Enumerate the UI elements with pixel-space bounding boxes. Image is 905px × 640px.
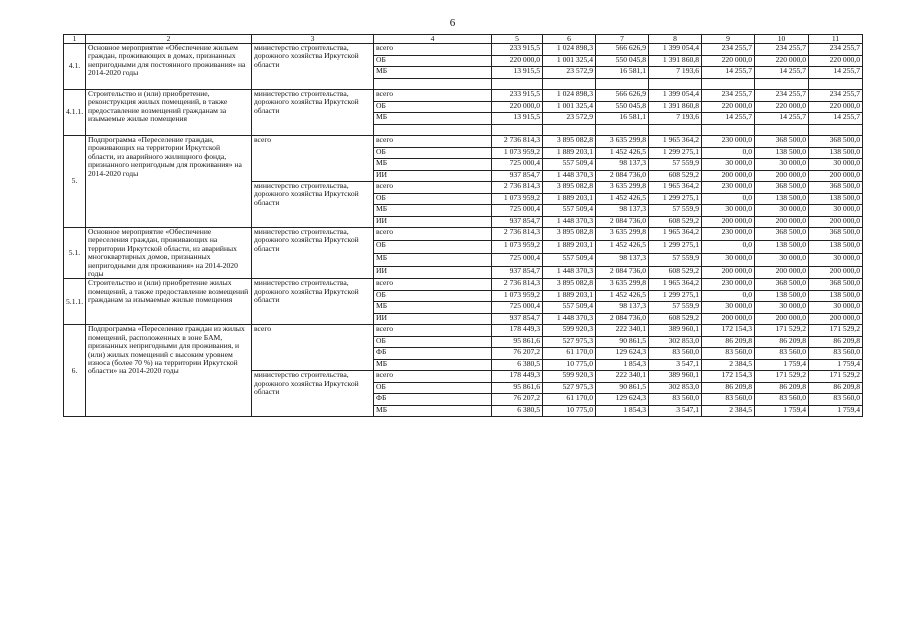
funding-source (374, 78, 492, 90)
amount-cell: 608 529,2 (649, 216, 702, 228)
amount-cell: 1 965 364,2 (649, 182, 702, 194)
amount-cell: 98 137,3 (596, 302, 649, 314)
amount-cell: 2 384,5 (702, 405, 755, 417)
financing-table (63, 34, 863, 417)
amount-cell: 1 001 325,4 (543, 55, 596, 67)
column-number: 6 (543, 35, 596, 44)
amount-cell: 30 000,0 (702, 302, 755, 314)
amount-cell: 1 448 370,3 (543, 313, 596, 325)
executor: министерство строительства, дорожного хозяйства Иркутской области (252, 182, 374, 228)
amount-cell: 389 960,1 (649, 325, 702, 337)
funding-source: ИИ (374, 313, 492, 325)
amount-cell: 608 529,2 (649, 313, 702, 325)
amount-cell: 220 000,0 (702, 101, 755, 113)
funding-source: МБ (374, 113, 492, 125)
amount-cell: 1 299 275,1 (649, 147, 702, 159)
amount-cell: 222 340,1 (596, 371, 649, 383)
row-index: 5. (64, 136, 86, 228)
amount-cell (492, 124, 543, 136)
amount-cell (702, 78, 755, 90)
amount-cell: 200 000,0 (809, 266, 863, 279)
executor: всего (252, 136, 374, 182)
amount-cell: 220 000,0 (702, 55, 755, 67)
row-index: 4.1.1. (64, 90, 86, 136)
column-number: 10 (755, 35, 809, 44)
amount-cell: 3 547,1 (649, 405, 702, 417)
amount-cell (543, 78, 596, 90)
amount-cell: 3 635 299,8 (596, 136, 649, 148)
amount-cell: 1 391 860,8 (649, 55, 702, 67)
funding-source: ИИ (374, 216, 492, 228)
amount-cell: 30 000,0 (702, 159, 755, 171)
amount-cell: 138 500,0 (755, 147, 809, 159)
amount-cell: 937 854,7 (492, 266, 543, 279)
amount-cell: 30 000,0 (755, 302, 809, 314)
amount-cell: 1 889 203,1 (543, 240, 596, 253)
amount-cell: 2 736 814,3 (492, 136, 543, 148)
amount-cell: 1 759,4 (755, 359, 809, 371)
amount-cell: 138 500,0 (809, 240, 863, 253)
amount-cell: 95 861,6 (492, 336, 543, 348)
amount-cell: 138 500,0 (755, 290, 809, 302)
amount-cell: 302 853,0 (649, 382, 702, 394)
amount-cell: 171 529,2 (809, 325, 863, 337)
amount-cell: 220 000,0 (492, 101, 543, 113)
amount-cell: 0,0 (702, 240, 755, 253)
amount-cell: 90 861,5 (596, 382, 649, 394)
amount-cell: 95 861,6 (492, 382, 543, 394)
amount-cell: 1 073 959,2 (492, 147, 543, 159)
amount-cell: 30 000,0 (755, 159, 809, 171)
table-row (64, 44, 863, 56)
amount-cell: 200 000,0 (809, 216, 863, 228)
amount-cell: 550 045,8 (596, 101, 649, 113)
amount-cell: 1 073 959,2 (492, 290, 543, 302)
amount-cell: 1 965 364,2 (649, 279, 702, 291)
table-row (64, 136, 863, 148)
amount-cell: 368 500,0 (809, 182, 863, 194)
amount-cell: 725 000,4 (492, 159, 543, 171)
amount-cell: 220 000,0 (809, 101, 863, 113)
amount-cell: 200 000,0 (755, 313, 809, 325)
amount-cell: 234 255,7 (809, 44, 863, 56)
amount-cell: 230 000,0 (702, 279, 755, 291)
amount-cell: 14 255,7 (809, 113, 863, 125)
row-index: 4.1. (64, 44, 86, 90)
table-row (64, 228, 863, 241)
amount-cell: 83 560,0 (649, 394, 702, 406)
amount-cell: 30 000,0 (809, 159, 863, 171)
amount-cell: 2 084 736,0 (596, 170, 649, 182)
amount-cell: 23 572,9 (543, 113, 596, 125)
amount-cell: 200 000,0 (809, 170, 863, 182)
amount-cell: 557 509,4 (543, 253, 596, 266)
amount-cell: 172 154,3 (702, 371, 755, 383)
column-number: 2 (86, 35, 252, 44)
amount-cell (543, 124, 596, 136)
amount-cell: 368 500,0 (755, 182, 809, 194)
amount-cell: 1 889 203,1 (543, 193, 596, 205)
amount-cell: 13 915,5 (492, 67, 543, 79)
executor: министерство строительства, дорожного хозяйства Иркутской области (252, 371, 374, 417)
amount-cell (649, 78, 702, 90)
amount-cell: 13 915,5 (492, 113, 543, 125)
amount-cell: 3 547,1 (649, 359, 702, 371)
amount-cell: 1 452 426,5 (596, 290, 649, 302)
amount-cell: 599 920,3 (543, 325, 596, 337)
funding-source: МБ (374, 67, 492, 79)
amount-cell: 937 854,7 (492, 170, 543, 182)
amount-cell: 98 137,3 (596, 159, 649, 171)
table-row (64, 90, 863, 102)
amount-cell: 171 529,2 (755, 371, 809, 383)
amount-cell: 527 975,3 (543, 336, 596, 348)
amount-cell: 30 000,0 (702, 253, 755, 266)
amount-cell: 233 915,5 (492, 44, 543, 56)
amount-cell: 368 500,0 (809, 228, 863, 241)
amount-cell: 566 626,9 (596, 90, 649, 102)
amount-cell: 937 854,7 (492, 313, 543, 325)
amount-cell: 1 759,4 (755, 405, 809, 417)
amount-cell: 14 255,7 (755, 113, 809, 125)
amount-cell: 725 000,4 (492, 302, 543, 314)
program-name: Подпрограмма «Переселение граждан из жилых помещений, расположенных в зоне БАМ, признанных непригодными для проживания, и (или) жилых помещений с высоким уровнем износа (более 70 %) на территории Иркутской области» на 2014-2020 годы (86, 325, 252, 417)
column-number: 8 (649, 35, 702, 44)
amount-cell (649, 124, 702, 136)
amount-cell: 14 255,7 (809, 67, 863, 79)
funding-source (374, 124, 492, 136)
amount-cell: 1 073 959,2 (492, 240, 543, 253)
column-number: 7 (596, 35, 649, 44)
amount-cell: 557 509,4 (543, 159, 596, 171)
amount-cell: 138 500,0 (755, 193, 809, 205)
amount-cell: 1 759,4 (809, 405, 863, 417)
funding-source: МБ (374, 302, 492, 314)
amount-cell: 2 084 736,0 (596, 216, 649, 228)
funding-source: ОБ (374, 193, 492, 205)
funding-source: МБ (374, 159, 492, 171)
amount-cell: 57 559,9 (649, 159, 702, 171)
amount-cell: 86 209,8 (755, 336, 809, 348)
amount-cell: 129 624,3 (596, 394, 649, 406)
amount-cell: 57 559,9 (649, 205, 702, 217)
amount-cell: 0,0 (702, 290, 755, 302)
program-name: Основное мероприятие «Обеспечение жильем граждан, проживающих в домах, признанных непригодными для постоянного проживания» на 2014-2020 годы (86, 44, 252, 90)
funding-source: ОБ (374, 336, 492, 348)
amount-cell: 129 624,3 (596, 348, 649, 360)
amount-cell: 566 626,9 (596, 44, 649, 56)
amount-cell: 0,0 (702, 193, 755, 205)
amount-cell: 233 915,5 (492, 90, 543, 102)
amount-cell: 61 170,0 (543, 394, 596, 406)
amount-cell: 1 965 364,2 (649, 228, 702, 241)
amount-cell: 200 000,0 (755, 266, 809, 279)
funding-source: ИИ (374, 170, 492, 182)
amount-cell: 2 084 736,0 (596, 266, 649, 279)
amount-cell: 138 500,0 (809, 193, 863, 205)
amount-cell (702, 124, 755, 136)
amount-cell: 725 000,4 (492, 205, 543, 217)
amount-cell: 550 045,8 (596, 55, 649, 67)
table-row (64, 279, 863, 291)
amount-cell: 1 452 426,5 (596, 240, 649, 253)
amount-cell: 1 299 275,1 (649, 240, 702, 253)
executor: всего (252, 325, 374, 371)
amount-cell: 76 207,2 (492, 394, 543, 406)
amount-cell: 172 154,3 (702, 325, 755, 337)
amount-cell: 90 861,5 (596, 336, 649, 348)
amount-cell: 30 000,0 (702, 205, 755, 217)
amount-cell: 557 509,4 (543, 205, 596, 217)
funding-source: всего (374, 228, 492, 241)
program-name: Строительство и (или) приобретение, реконструкция жилых помещений, в также предоставление возмещений гражданам за изымаемые жилые помещения (86, 90, 252, 136)
amount-cell: 1 024 898,3 (543, 90, 596, 102)
funding-source: ОБ (374, 147, 492, 159)
amount-cell: 83 560,0 (702, 348, 755, 360)
amount-cell: 30 000,0 (809, 302, 863, 314)
program-name: Основное мероприятие «Обеспечение переселения граждан, проживающих на территории Иркутской области, из аварийных многоквартирных домов, признанных непригодными для проживания» на 2014-2020 годы (86, 228, 252, 279)
amount-cell: 7 193,6 (649, 113, 702, 125)
amount-cell: 1 024 898,3 (543, 44, 596, 56)
funding-source: ИИ (374, 266, 492, 279)
amount-cell (596, 124, 649, 136)
funding-source: всего (374, 90, 492, 102)
executor: министерство строительства, дорожного хозяйства Иркутской области (252, 44, 374, 90)
funding-source: всего (374, 325, 492, 337)
amount-cell: 368 500,0 (755, 136, 809, 148)
amount-cell (492, 78, 543, 90)
amount-cell: 1 448 370,3 (543, 266, 596, 279)
amount-cell: 86 209,8 (809, 336, 863, 348)
program-name: Подпрограмма «Переселение граждан, проживающих на территории Иркутской области, из аварийного жилищного фонда, признанного непригодным для проживания» на 2014-2020 годы (86, 136, 252, 228)
amount-cell: 234 255,7 (702, 44, 755, 56)
amount-cell: 200 000,0 (755, 170, 809, 182)
amount-cell: 10 775,0 (543, 405, 596, 417)
program-name: Строительство и (или) приобретение жилых помещений, а также предоставление возмещений гражданам за изымаемые жилые помещения (86, 279, 252, 325)
amount-cell: 83 560,0 (649, 348, 702, 360)
amount-cell: 1 854,3 (596, 405, 649, 417)
amount-cell (596, 78, 649, 90)
funding-source: МБ (374, 359, 492, 371)
amount-cell: 1 452 426,5 (596, 193, 649, 205)
amount-cell: 83 560,0 (809, 348, 863, 360)
amount-cell: 557 509,4 (543, 302, 596, 314)
funding-source: ОБ (374, 382, 492, 394)
amount-cell: 2 736 814,3 (492, 182, 543, 194)
funding-source: ФБ (374, 348, 492, 360)
row-index: 5.1. (64, 228, 86, 279)
amount-cell: 1 399 054,4 (649, 44, 702, 56)
amount-cell: 1 889 203,1 (543, 290, 596, 302)
funding-source: всего (374, 44, 492, 56)
row-index: 6. (64, 325, 86, 417)
amount-cell: 527 975,3 (543, 382, 596, 394)
amount-cell: 937 854,7 (492, 216, 543, 228)
executor: министерство строительства, дорожного хозяйства Иркутской области (252, 90, 374, 136)
funding-source: всего (374, 136, 492, 148)
amount-cell: 3 635 299,8 (596, 182, 649, 194)
amount-cell: 1 448 370,3 (543, 216, 596, 228)
amount-cell: 1 448 370,3 (543, 170, 596, 182)
amount-cell: 86 209,8 (755, 382, 809, 394)
amount-cell: 2 084 736,0 (596, 313, 649, 325)
funding-source: МБ (374, 253, 492, 266)
amount-cell: 14 255,7 (702, 67, 755, 79)
amount-cell: 599 920,3 (543, 371, 596, 383)
amount-cell: 220 000,0 (492, 55, 543, 67)
executor: министерство строительства, дорожного хозяйства Иркутской области (252, 228, 374, 279)
amount-cell: 220 000,0 (755, 101, 809, 113)
amount-cell: 234 255,7 (809, 90, 863, 102)
table-row (64, 325, 863, 337)
column-number-row (64, 35, 863, 44)
amount-cell: 220 000,0 (755, 55, 809, 67)
amount-cell: 725 000,4 (492, 253, 543, 266)
amount-cell: 23 572,9 (543, 67, 596, 79)
amount-cell: 1 299 275,1 (649, 290, 702, 302)
amount-cell: 1 854,3 (596, 359, 649, 371)
amount-cell (755, 78, 809, 90)
amount-cell: 368 500,0 (809, 136, 863, 148)
amount-cell: 7 193,6 (649, 67, 702, 79)
funding-source: ОБ (374, 55, 492, 67)
amount-cell: 200 000,0 (702, 313, 755, 325)
amount-cell: 30 000,0 (809, 253, 863, 266)
amount-cell: 2 736 814,3 (492, 279, 543, 291)
amount-cell: 1 391 860,8 (649, 101, 702, 113)
amount-cell: 178 449,3 (492, 325, 543, 337)
amount-cell: 3 635 299,8 (596, 228, 649, 241)
amount-cell: 86 209,8 (702, 382, 755, 394)
amount-cell: 98 137,3 (596, 205, 649, 217)
amount-cell: 222 340,1 (596, 325, 649, 337)
amount-cell: 368 500,0 (809, 279, 863, 291)
amount-cell: 3 895 082,8 (543, 182, 596, 194)
amount-cell: 57 559,9 (649, 302, 702, 314)
amount-cell: 1 759,4 (809, 359, 863, 371)
amount-cell: 608 529,2 (649, 266, 702, 279)
amount-cell: 16 581,1 (596, 113, 649, 125)
amount-cell: 1 073 959,2 (492, 193, 543, 205)
amount-cell: 16 581,1 (596, 67, 649, 79)
amount-cell: 368 500,0 (755, 279, 809, 291)
amount-cell: 3 895 082,8 (543, 228, 596, 241)
amount-cell: 171 529,2 (755, 325, 809, 337)
amount-cell: 86 209,8 (809, 382, 863, 394)
amount-cell: 1 965 364,2 (649, 136, 702, 148)
funding-source: ОБ (374, 101, 492, 113)
amount-cell: 230 000,0 (702, 228, 755, 241)
amount-cell: 83 560,0 (755, 348, 809, 360)
amount-cell: 178 449,3 (492, 371, 543, 383)
amount-cell: 200 000,0 (755, 216, 809, 228)
amount-cell: 234 255,7 (702, 90, 755, 102)
page-number: 6 (449, 17, 456, 29)
amount-cell: 6 380,5 (492, 405, 543, 417)
amount-cell: 1 399 054,4 (649, 90, 702, 102)
amount-cell: 200 000,0 (702, 170, 755, 182)
amount-cell: 83 560,0 (755, 394, 809, 406)
column-number: 9 (702, 35, 755, 44)
amount-cell: 30 000,0 (755, 205, 809, 217)
amount-cell: 30 000,0 (809, 205, 863, 217)
amount-cell: 3 895 082,8 (543, 279, 596, 291)
amount-cell: 83 560,0 (809, 394, 863, 406)
amount-cell: 220 000,0 (809, 55, 863, 67)
column-number: 3 (252, 35, 374, 44)
amount-cell: 608 529,2 (649, 170, 702, 182)
amount-cell: 83 560,0 (702, 394, 755, 406)
amount-cell: 234 255,7 (755, 44, 809, 56)
amount-cell: 86 209,8 (702, 336, 755, 348)
amount-cell: 200 000,0 (702, 266, 755, 279)
amount-cell: 3 895 082,8 (543, 136, 596, 148)
funding-source: МБ (374, 405, 492, 417)
amount-cell: 6 380,5 (492, 359, 543, 371)
amount-cell: 230 000,0 (702, 136, 755, 148)
funding-source: всего (374, 279, 492, 291)
amount-cell: 3 635 299,8 (596, 279, 649, 291)
amount-cell: 57 559,9 (649, 253, 702, 266)
amount-cell: 1 299 275,1 (649, 193, 702, 205)
amount-cell: 1 889 203,1 (543, 147, 596, 159)
amount-cell: 61 170,0 (543, 348, 596, 360)
amount-cell: 368 500,0 (755, 228, 809, 241)
amount-cell: 138 500,0 (809, 147, 863, 159)
amount-cell: 0,0 (702, 147, 755, 159)
amount-cell: 302 853,0 (649, 336, 702, 348)
column-number: 11 (809, 35, 863, 44)
amount-cell (809, 124, 863, 136)
funding-source: МБ (374, 205, 492, 217)
amount-cell: 200 000,0 (809, 313, 863, 325)
funding-source: ФБ (374, 394, 492, 406)
column-number: 5 (492, 35, 543, 44)
amount-cell: 171 529,2 (809, 371, 863, 383)
amount-cell (809, 78, 863, 90)
amount-cell: 230 000,0 (702, 182, 755, 194)
funding-source: всего (374, 182, 492, 194)
row-index: 5.1.1. (64, 279, 86, 325)
amount-cell (755, 124, 809, 136)
amount-cell: 14 255,7 (702, 113, 755, 125)
column-number: 1 (64, 35, 86, 44)
amount-cell: 76 207,2 (492, 348, 543, 360)
amount-cell: 2 384,5 (702, 359, 755, 371)
amount-cell: 10 775,0 (543, 359, 596, 371)
executor: министерство строительства, дорожного хозяйства Иркутской области (252, 279, 374, 325)
funding-source: ОБ (374, 290, 492, 302)
amount-cell: 234 255,7 (755, 90, 809, 102)
amount-cell: 389 960,1 (649, 371, 702, 383)
funding-source: всего (374, 371, 492, 383)
amount-cell: 200 000,0 (702, 216, 755, 228)
amount-cell: 98 137,3 (596, 253, 649, 266)
amount-cell: 1 452 426,5 (596, 147, 649, 159)
amount-cell: 14 255,7 (755, 67, 809, 79)
amount-cell: 1 001 325,4 (543, 101, 596, 113)
funding-source: ОБ (374, 240, 492, 253)
column-number: 4 (374, 35, 492, 44)
amount-cell: 30 000,0 (755, 253, 809, 266)
amount-cell: 2 736 814,3 (492, 228, 543, 241)
amount-cell: 138 500,0 (755, 240, 809, 253)
amount-cell: 138 500,0 (809, 290, 863, 302)
